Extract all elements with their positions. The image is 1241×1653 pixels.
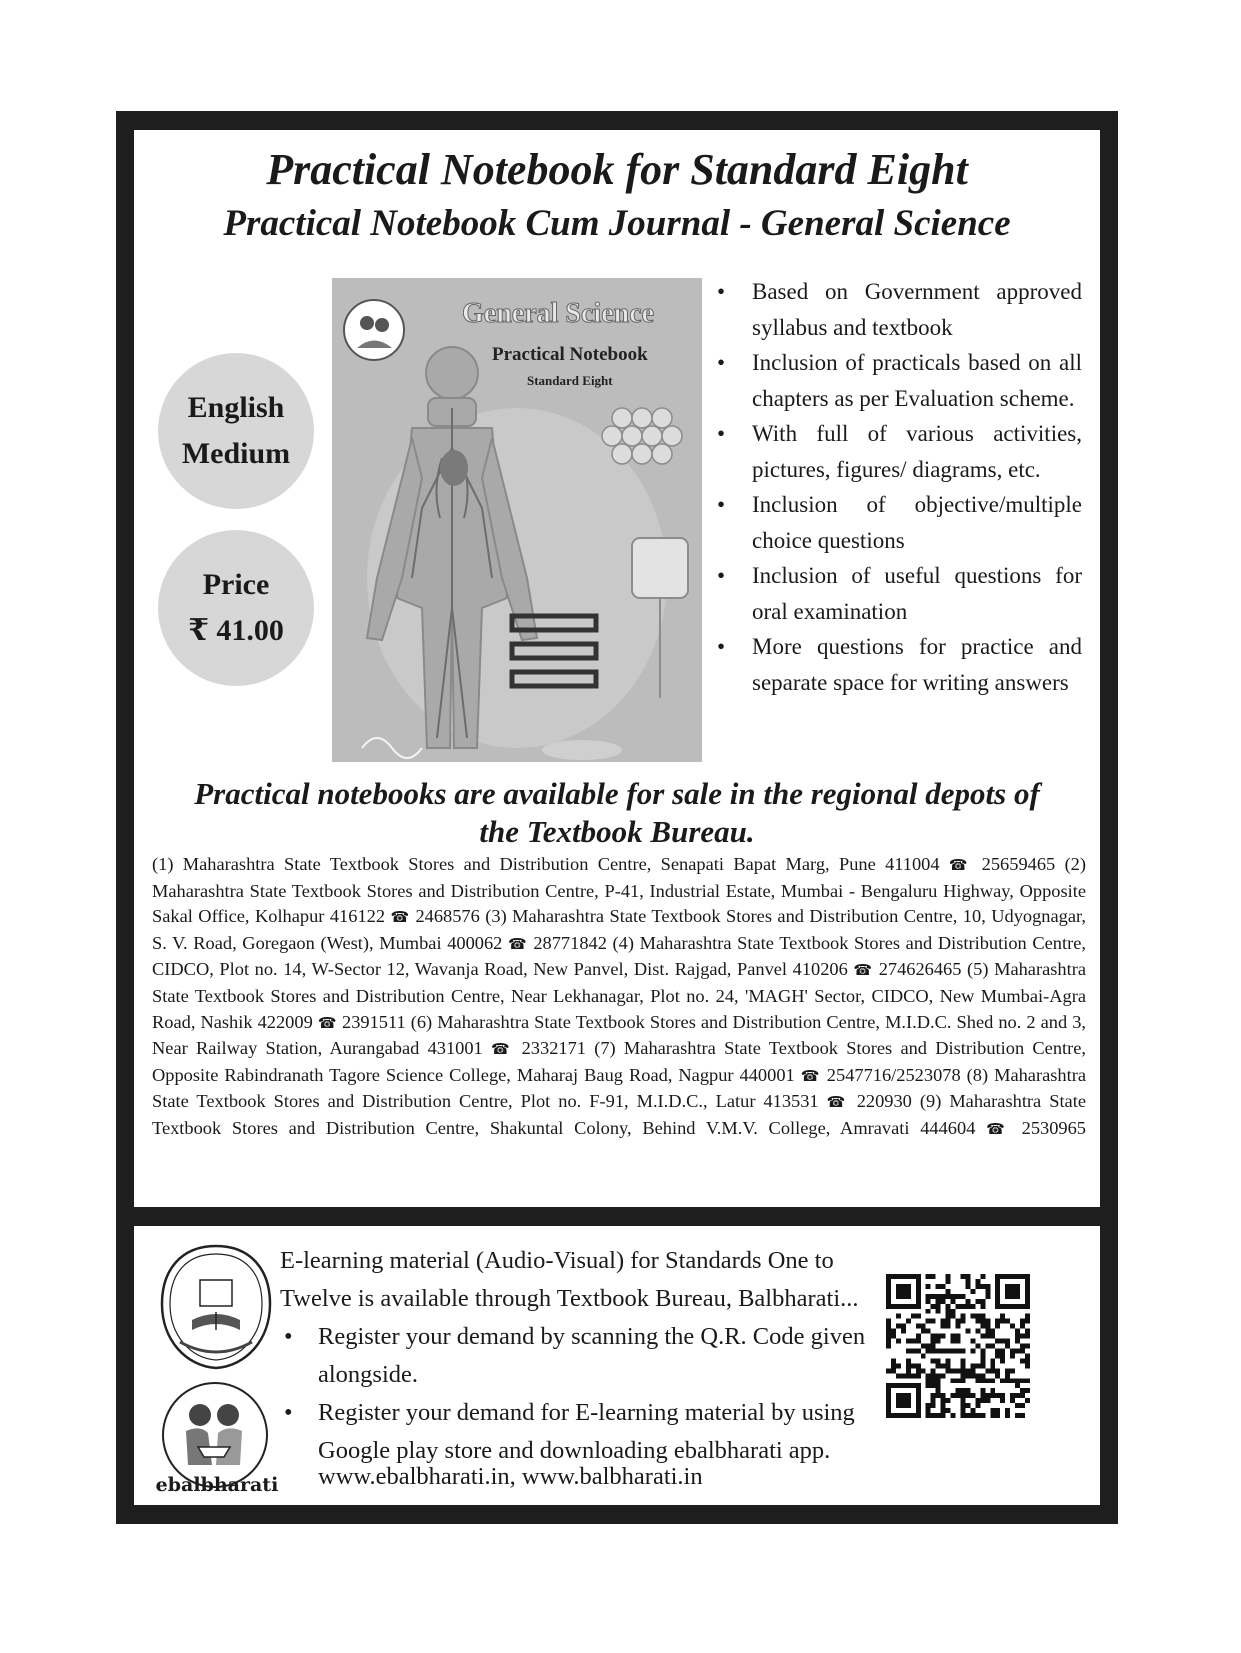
page-title: Practical Notebook for Standard Eight (266, 145, 968, 194)
price-value: ₹ 41.00 (188, 614, 284, 647)
feature-item: • Inclusion of practicals based on all chapters as per Evaluation scheme. (717, 350, 1082, 411)
feature-list (712, 274, 1082, 700)
telephone-icon: ☎ (491, 1040, 514, 1059)
elearning-point: • Register your demand by scanning the Q.R. Code given alongside. (284, 1323, 866, 1388)
website-links[interactable]: www.ebalbharati.in, www.balbharati.in (318, 1463, 703, 1490)
medium-badge-line1: English (187, 391, 285, 424)
qr-code[interactable] (886, 1274, 1030, 1418)
feature-item: • Inclusion of useful questions for oral examination (717, 563, 1082, 624)
telephone-icon: ☎ (853, 961, 874, 980)
feature-item: • Inclusion of objective/multiple choice questions (717, 492, 1082, 553)
cover-standard: Standard Eight (527, 373, 613, 388)
elearning-point: • Register your demand for E-learning material by using Google play store and downloading ebalbharati app. (284, 1399, 855, 1464)
depot-address: (2) Maharashtra State Textbook Stores and Distribution Centre, P-41, Industrial Estate, Mumbai - Bengaluru Highway, Opposite Sakal Office, Kolhapur 416122 (152, 854, 1087, 927)
telephone-icon: ☎ (986, 1119, 1011, 1138)
depot-phone: 2332171 (513, 1038, 595, 1059)
price-label: Price (202, 568, 270, 601)
telephone-icon: ☎ (390, 908, 411, 927)
depot-phone: 2547716/2523078 (820, 1064, 967, 1085)
notebook-advert-panel (134, 130, 1100, 1207)
depot-address: (8) Maharashtra State Textbook Stores and Distribution Centre, Plot no. F-91, M.I.D.C., Latur 413531 (152, 1064, 1087, 1112)
price-badge (158, 530, 314, 686)
telephone-icon: ☎ (948, 856, 973, 874)
page-subtitle: Practical Notebook Cum Journal - General Science (223, 203, 1011, 244)
book-cover-image (332, 278, 702, 762)
children-reading-logo (158, 1381, 272, 1489)
book-cover-illustration (332, 278, 702, 762)
depot-phone: 274626465 (873, 959, 968, 980)
depot-address: (7) Maharashtra State Textbook Stores and Distribution Centre, Opposite Rabindranath Tagore Science College, Maharaj Baug Road, Nagpur 440001 (152, 1038, 1087, 1085)
telephone-icon: ☎ (508, 934, 528, 953)
telephone-icon: ☎ (826, 1093, 849, 1112)
depot-phone: 2530965 (1010, 1117, 1087, 1138)
sale-heading: Practical notebooks are available for sale in the regional depots of the Textbook Bureau. (194, 776, 1040, 849)
medium-badge-line2: Medium (181, 437, 291, 470)
depot-address: (4) Maharashtra State Textbook Stores and Distribution Centre, CIDCO, Plot no. 14, W-Sector 12, Wavanja Road, New Panvel, Dist. Rajgad, Panvel 410206 (152, 932, 1086, 980)
ebalbharati-brand: ebalbharati (155, 1474, 279, 1496)
telephone-icon: ☎ (317, 1013, 337, 1032)
depot-address: (5) Maharashtra State Textbook Stores and Distribution Centre, Near Lekhanagar, Plot no. 24, 'MAGH' Sector, CIDCO, New Mumbai-Agra Road, Nashik 422009 (152, 959, 1086, 1032)
elearning-points (280, 1318, 900, 1470)
cover-title: General Science (462, 298, 655, 329)
depot-address-list (152, 852, 1086, 1143)
elearning-intro: E-learning material (Audio-Visual) for Standards One to Twelve is available through Textbook Bureau, Balbharati... (280, 1247, 859, 1312)
depot-address: (1) Maharashtra State Textbook Stores and Distribution Centre, Senapati Bapat Marg, Pune 411004 (152, 854, 949, 874)
feature-item: • More questions for practice and separate space for writing answers (717, 634, 1082, 695)
depot-phone: 2468576 (410, 906, 486, 927)
feature-item: • With full of various activities, pictures, figures/ diagrams, etc. (717, 421, 1082, 482)
telephone-icon: ☎ (800, 1066, 821, 1085)
depot-address: (9) Maharashtra State Textbook Stores and Distribution Centre, Shakuntal Colony, Behind V.M.V. College, Amravati 444604 (152, 1091, 1086, 1138)
feature-item: • Based on Government approved syllabus and textbook (717, 279, 1082, 340)
depot-phone: 220930 (848, 1091, 920, 1112)
depot-phone: 2391511 (336, 1011, 411, 1032)
cover-subtitle: Practical Notebook (492, 344, 648, 365)
depot-phone: 25659465 (972, 854, 1065, 874)
depot-address: (6) Maharashtra State Textbook Stores and Distribution Centre, M.I.D.C. Shed no. 2 and 3, Near Railway Station, Aurangabad 431001 (152, 1011, 1086, 1059)
medium-badge (158, 353, 314, 509)
depot-phone: 28771842 (527, 932, 613, 953)
depot-address: (3) Maharashtra State Textbook Stores and Distribution Centre, 10, Udyognagar, S. V. Road, Goregaon (West), Mumbai 400062 (152, 906, 1087, 953)
elearning-panel (134, 1226, 1100, 1505)
balbharati-seal-logo (156, 1242, 276, 1372)
